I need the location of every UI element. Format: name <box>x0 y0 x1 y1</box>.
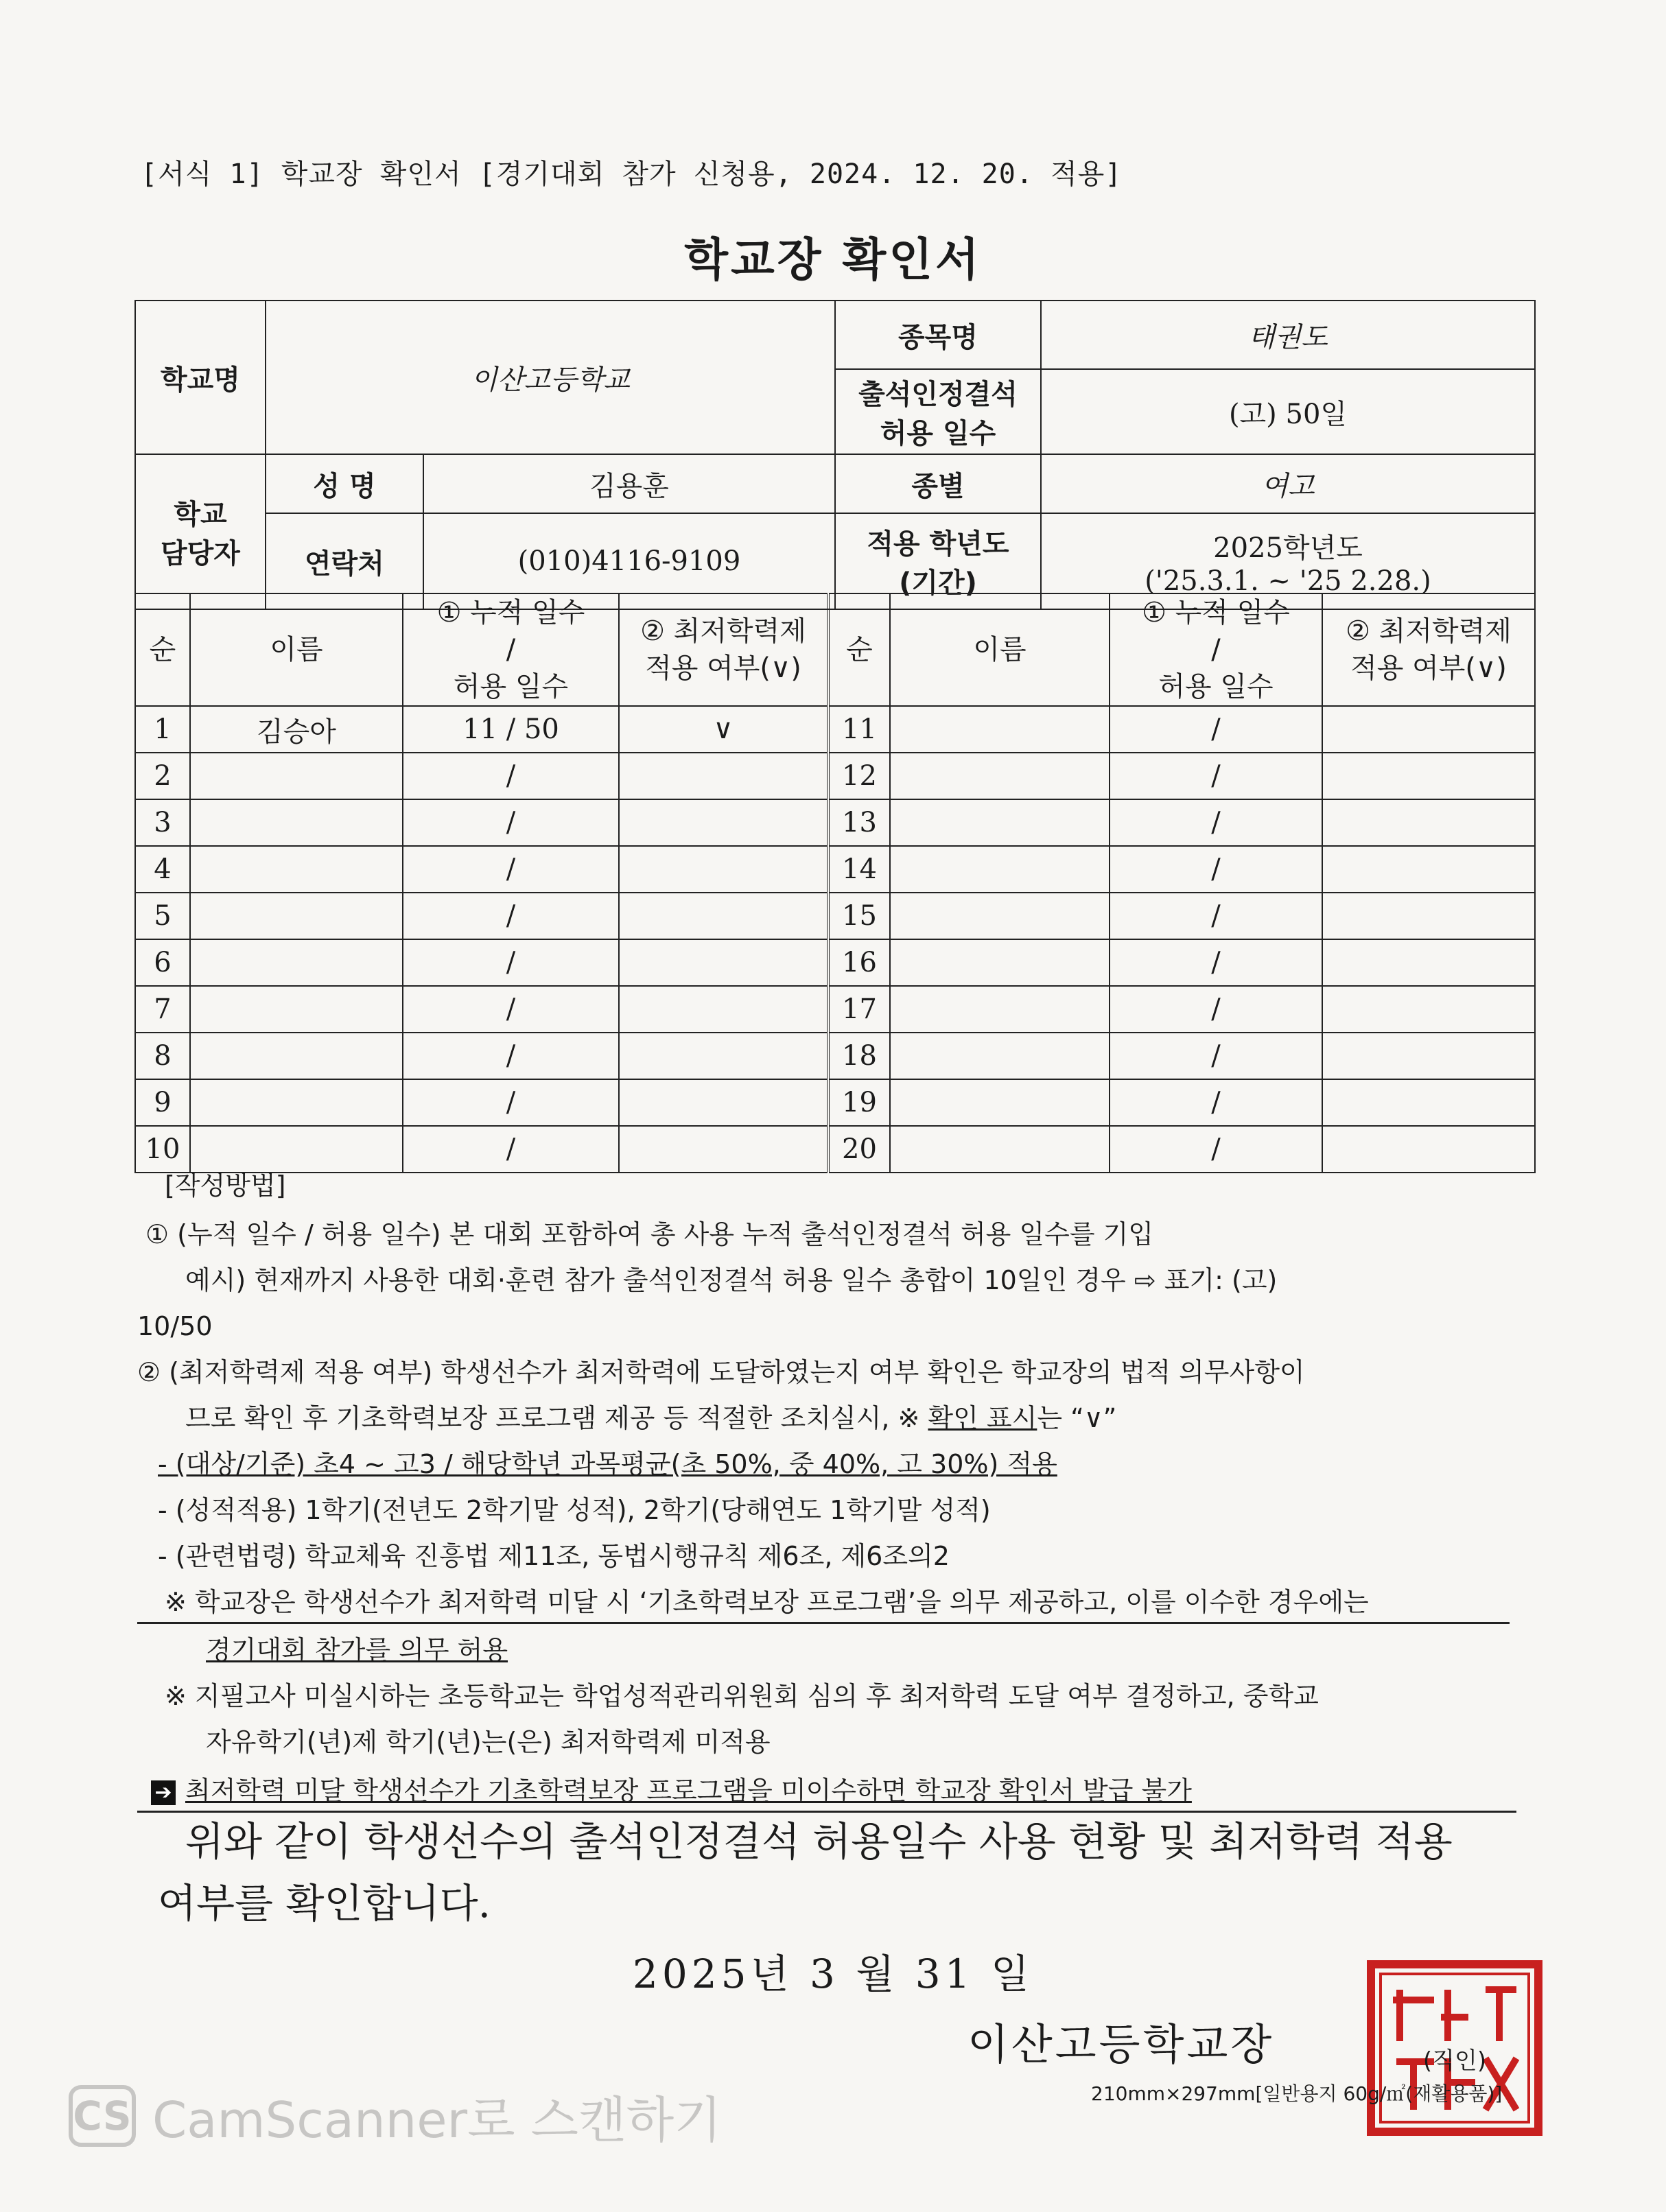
instruction-item-1: ① (누적 일수 / 허용 일수) 본 대회 포함하여 총 사용 누적 출석인정결석 허용 일수를 기입 <box>145 1219 1154 1249</box>
table-row <box>135 753 1535 799</box>
issue-date: 2025년 3 월 31 일 <box>632 1951 1034 1997</box>
days-used: / <box>403 893 619 939</box>
days-used: / <box>1110 1079 1322 1126</box>
header-minimum-right: ② 최저학력제 적용 여부(∨) <box>1322 593 1535 706</box>
row-number: 20 <box>828 1126 890 1173</box>
student-name <box>890 1079 1110 1126</box>
table-row <box>135 1079 1535 1126</box>
minimum-check <box>1322 1033 1535 1079</box>
minimum-check: ∨ <box>619 706 828 753</box>
camscanner-logo-icon: CS <box>69 2085 136 2147</box>
header-no-right: 순 <box>828 593 890 706</box>
row-number: 9 <box>135 1079 190 1126</box>
row-number: 4 <box>135 846 190 893</box>
minimum-check <box>1322 846 1535 893</box>
row-number: 2 <box>135 753 190 799</box>
instruction-item-2-cont: 므로 확인 후 기초학력보장 프로그램 제공 등 적절한 조치실시, ※ 확인 표시는 “∨” <box>185 1403 1117 1433</box>
name-value: 김용훈 <box>423 454 835 513</box>
instruction-bullet-2: - (성적적용) 1학기(전년도 2학기말 성적), 2학기(당해연도 1학기말 성적) <box>158 1495 991 1525</box>
document-title: 학교장 확인서 <box>684 233 982 286</box>
instruction-note-1-cont: 경기대회 참가를 의무 허용 <box>206 1635 508 1665</box>
row-number: 15 <box>828 893 890 939</box>
instruction-item-1-example-cont: 10/50 <box>137 1311 213 1341</box>
minimum-check <box>1322 706 1535 753</box>
form-header: [서식 1] 학교장 확인서 [경기대회 참가 신청용, 2024. 12. 20. 적용] <box>141 158 1123 190</box>
student-name <box>890 799 1110 846</box>
student-name <box>890 893 1110 939</box>
student-name <box>190 1126 403 1173</box>
confirmation-text: 위와 같이 학생선수의 출석인정결석 허용일수 사용 현황 및 최저학력 적용 여부를 확인합니다. <box>158 1818 1453 1927</box>
days-used: / <box>1110 753 1322 799</box>
row-number: 13 <box>828 799 890 846</box>
table-row <box>135 1033 1535 1079</box>
contact-label: 연락처 <box>266 513 423 609</box>
days-used: / <box>1110 939 1322 986</box>
official-seal-icon <box>1365 1959 1544 2137</box>
instruction-bullet-3: - (관련법령) 학교체육 진흥법 제11조, 동법시행규칙 제6조, 제6조의2 <box>158 1541 950 1571</box>
student-name <box>890 1033 1110 1079</box>
minimum-check <box>619 846 828 893</box>
minimum-check <box>1322 1079 1535 1126</box>
minimum-check <box>1322 1126 1535 1173</box>
minimum-check <box>619 939 828 986</box>
days-used: / <box>403 986 619 1033</box>
row-number: 5 <box>135 893 190 939</box>
row-number: 8 <box>135 1033 190 1079</box>
days-used: / <box>403 1079 619 1126</box>
header-days: ① 누적 일수 / 허용 일수 <box>403 593 619 706</box>
days-used: / <box>1110 893 1322 939</box>
row-number: 3 <box>135 799 190 846</box>
allowed-days-label: 출석인정결석 허용 일수 <box>835 369 1041 454</box>
student-name <box>190 846 403 893</box>
principal-signature: 이산고등학교장 <box>967 2019 1275 2069</box>
instruction-item-2: ② (최저학력제 적용 여부) 학생선수가 최저학력에 도달하였는지 여부 확인은 학교장의 법적 의무사항이 <box>137 1357 1305 1387</box>
row-number: 7 <box>135 986 190 1033</box>
minimum-check <box>619 1033 828 1079</box>
days-used: / <box>1110 846 1322 893</box>
days-used: 11 / 50 <box>403 706 619 753</box>
student-name <box>190 799 403 846</box>
table-row <box>135 1126 1535 1173</box>
roster-body <box>135 706 1535 1173</box>
days-used: / <box>403 846 619 893</box>
student-name <box>190 939 403 986</box>
instruction-item-1-example: 예시) 현재까지 사용한 대회·훈련 참가 출석인정결석 허용 일수 총합이 10일인 경우 ⇨ 표기: (고) <box>185 1265 1278 1295</box>
header-no: 순 <box>135 593 190 706</box>
minimum-check <box>619 893 828 939</box>
days-used: / <box>403 799 619 846</box>
table-row <box>135 939 1535 986</box>
minimum-check <box>1322 939 1535 986</box>
row-number: 11 <box>828 706 890 753</box>
student-name <box>190 1079 403 1126</box>
student-name <box>890 846 1110 893</box>
allowed-days-value: (고) 50일 <box>1041 369 1535 454</box>
row-number: 16 <box>828 939 890 986</box>
student-name <box>890 1126 1110 1173</box>
minimum-check <box>619 753 828 799</box>
student-name <box>890 753 1110 799</box>
days-used: / <box>403 753 619 799</box>
table-row <box>135 799 1535 846</box>
minimum-check <box>1322 986 1535 1033</box>
year-value: 2025학년도 ('25.3.1. ~ '25 2.28.) <box>1041 513 1535 609</box>
school-label: 학교명 <box>135 301 266 454</box>
days-used: / <box>1110 986 1322 1033</box>
table-row <box>135 986 1535 1033</box>
paper-spec: 210mm×297mm[일반용지 60g/㎡(재활용품)] <box>1091 2082 1503 2105</box>
staff-label: 학교 담당자 <box>135 454 266 609</box>
row-number: 12 <box>828 753 890 799</box>
days-used: / <box>403 939 619 986</box>
name-label: 성 명 <box>266 454 423 513</box>
student-name <box>190 986 403 1033</box>
days-used: / <box>403 1033 619 1079</box>
student-name <box>890 939 1110 986</box>
final-note: ➔ 최저학력 미달 학생선수가 기초학력보장 프로그램을 미이수하면 학교장 확인서 발급 불가 <box>137 1772 1516 1813</box>
header-days-right: ① 누적 일수 / 허용 일수 <box>1110 593 1322 706</box>
row-number: 10 <box>135 1126 190 1173</box>
student-name <box>190 1033 403 1079</box>
row-number: 17 <box>828 986 890 1033</box>
instructions-heading: [작성방법] <box>165 1170 286 1201</box>
header-name-right: 이름 <box>890 593 1110 706</box>
header-name: 이름 <box>190 593 403 706</box>
header-minimum: ② 최저학력제 적용 여부(∨) <box>619 593 828 706</box>
minimum-check <box>619 986 828 1033</box>
minimum-check <box>619 1126 828 1173</box>
student-name: 김승아 <box>190 706 403 753</box>
row-number: 19 <box>828 1079 890 1126</box>
table-row <box>135 846 1535 893</box>
row-number: 18 <box>828 1033 890 1079</box>
row-number: 14 <box>828 846 890 893</box>
minimum-check <box>1322 753 1535 799</box>
instruction-note-2: ※ 지필고사 미실시하는 초등학교는 학업성적관리위원회 심의 후 최저학력 도달 여부 결정하고, 중학교 <box>165 1681 1319 1711</box>
minimum-check <box>1322 799 1535 846</box>
contact-value: (010)4116-9109 <box>423 513 835 609</box>
year-label: 적용 학년도 (기간) <box>835 513 1041 609</box>
student-name <box>890 706 1110 753</box>
days-used: / <box>403 1126 619 1173</box>
days-used: / <box>1110 799 1322 846</box>
row-number: 6 <box>135 939 190 986</box>
row-number: 1 <box>135 706 190 753</box>
minimum-check <box>619 1079 828 1126</box>
instruction-note-2-cont: 자유학기(년)제 학기(년)는(은) 최저학력제 미적용 <box>206 1727 771 1757</box>
days-used: / <box>1110 1033 1322 1079</box>
sport-label: 종목명 <box>835 301 1041 369</box>
seal-note: (직인) <box>1422 2047 1487 2075</box>
student-name <box>190 893 403 939</box>
roster-table <box>134 593 1536 1173</box>
instructions <box>137 1166 1551 1820</box>
instruction-note-1: ※ 학교장은 학생선수가 최저학력 미달 시 ‘기초학력보장 프로그램’을 의무 제공하고, 이를 이수한 경우에는 <box>137 1583 1510 1624</box>
days-used: / <box>1110 1126 1322 1173</box>
arrow-box-icon: ➔ <box>151 1780 176 1805</box>
table-row <box>135 706 1535 753</box>
camscanner-watermark: CS CamScanner로 스캔하기 <box>69 2080 722 2152</box>
school-value: 이산고등학교 <box>266 301 835 454</box>
days-used: / <box>1110 706 1322 753</box>
sport-value: 태권도 <box>1041 301 1535 369</box>
instruction-bullet-1: - (대상/기준) 초4 ~ 고3 / 해당학년 과목평균(초 50%, 중 40%, 고 30%) 적용 <box>158 1449 1057 1479</box>
minimum-check <box>1322 893 1535 939</box>
student-name <box>190 753 403 799</box>
info-table <box>134 300 1536 610</box>
table-row <box>135 893 1535 939</box>
category-label: 종별 <box>835 454 1041 513</box>
student-name <box>890 986 1110 1033</box>
minimum-check <box>619 799 828 846</box>
category-value: 여고 <box>1041 454 1535 513</box>
